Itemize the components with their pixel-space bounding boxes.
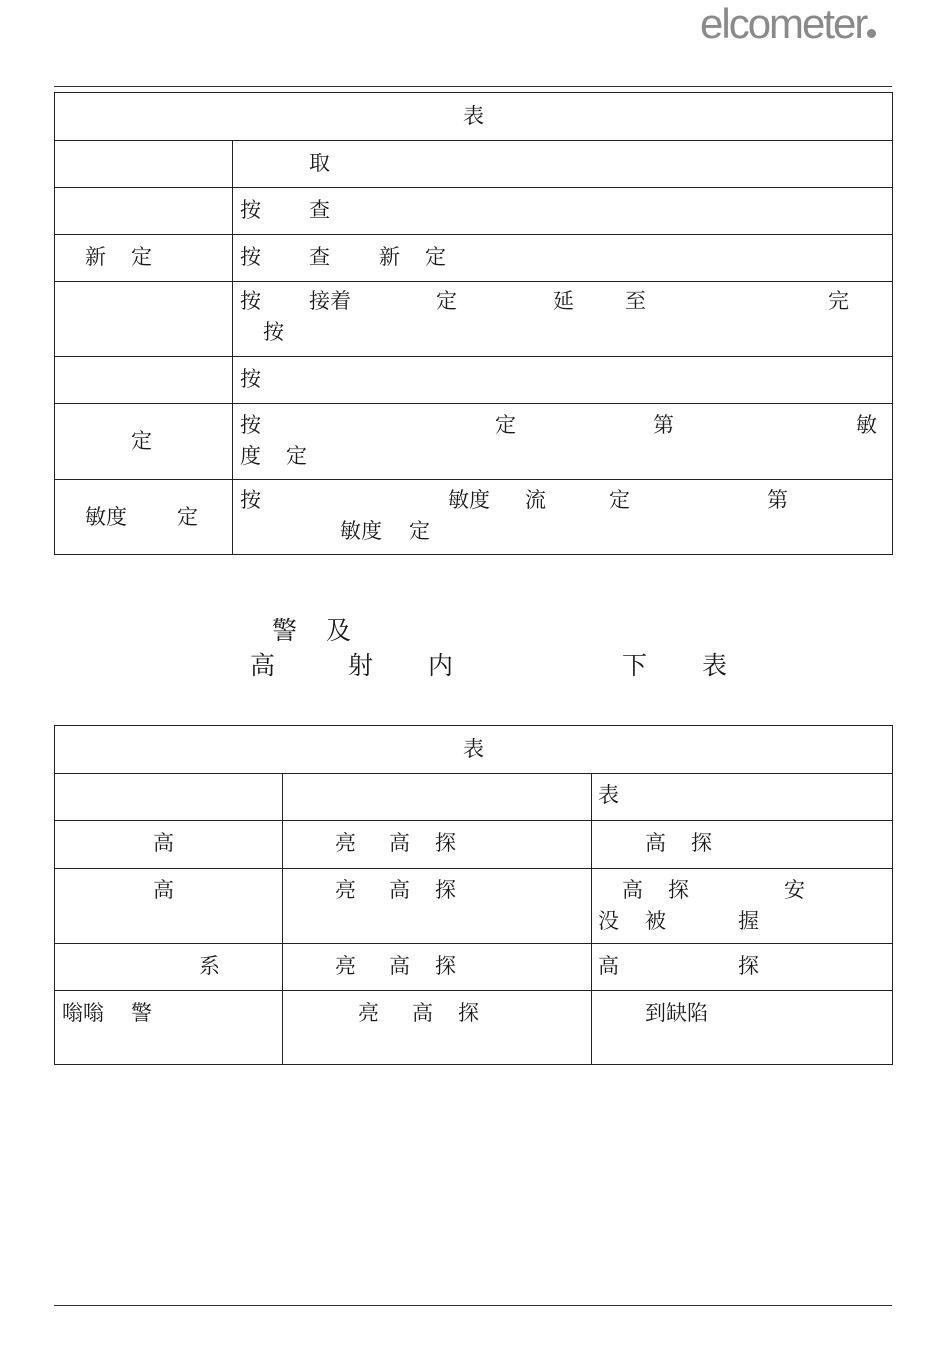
table-header-row xyxy=(55,774,893,821)
table-row xyxy=(55,480,893,555)
table-row xyxy=(55,357,893,404)
table-row xyxy=(55,404,893,480)
heading-word: 下 xyxy=(622,651,648,680)
table-cell-right: 取 xyxy=(233,141,893,188)
table-cell: 亮 高 探 xyxy=(283,991,592,1065)
table-cell: 高 探 xyxy=(592,821,893,869)
table-cell-left xyxy=(55,282,233,357)
heading-word: 高 xyxy=(250,651,276,680)
table-cell-right: 按 接着 定 延 至 完 按 xyxy=(233,282,893,357)
menu-table xyxy=(54,92,893,555)
table-row xyxy=(55,141,893,188)
table-cell-right: 按 xyxy=(233,357,893,404)
table-row xyxy=(55,991,893,1065)
table-cell-left: 定 xyxy=(55,404,233,480)
table-cell-right: 按 定 第 敏 度 定 xyxy=(233,404,893,480)
table-row xyxy=(55,188,893,235)
heading-word: 警 xyxy=(272,616,298,645)
elcometer-logo: elcometer xyxy=(700,2,894,46)
table-cell-right: 按 查 xyxy=(233,188,893,235)
header-rule xyxy=(54,86,892,87)
footer-rule xyxy=(54,1305,892,1306)
heading-word: 及 xyxy=(326,616,352,645)
table-cell-left: 新 定 xyxy=(55,235,233,282)
table-cell: 高 xyxy=(55,869,283,944)
table-cell-left xyxy=(55,357,233,404)
table-cell-left: 敏度 定 xyxy=(55,480,233,555)
table-cell: 高 探 xyxy=(592,944,893,991)
heading-word: 内 xyxy=(428,651,454,680)
table-cell: 亮 高 探 xyxy=(283,821,592,869)
heading-word: 射 xyxy=(348,651,374,680)
table-row xyxy=(55,869,893,944)
table-cell: 系 xyxy=(55,944,283,991)
table-cell-right: 按 敏度 流 定 第 敏度 定 xyxy=(233,480,893,555)
table-header-cell: 表 xyxy=(592,774,893,821)
table-header-cell xyxy=(283,774,592,821)
table-row xyxy=(55,235,893,282)
table-cell: 亮 高 探 xyxy=(283,869,592,944)
table-cell: 嗡嗡 警 xyxy=(55,991,283,1065)
table-header-cell xyxy=(55,774,283,821)
table-caption: 表 xyxy=(55,93,893,141)
table-cell-right: 按 查 新 定 xyxy=(233,235,893,282)
table-row xyxy=(55,282,893,357)
table-cell: 到缺陷 xyxy=(592,991,893,1065)
table-caption: 表 xyxy=(55,726,893,774)
table-cell: 高 探 安 没 被 握 xyxy=(592,869,893,944)
table-row xyxy=(55,944,893,991)
table-row xyxy=(55,821,893,869)
alarm-table xyxy=(54,725,893,1065)
table-cell: 亮 高 探 xyxy=(283,944,592,991)
table-cell-left xyxy=(55,141,233,188)
table-cell-left xyxy=(55,188,233,235)
table-cell: 高 xyxy=(55,821,283,869)
heading-word: 表 xyxy=(702,651,728,680)
